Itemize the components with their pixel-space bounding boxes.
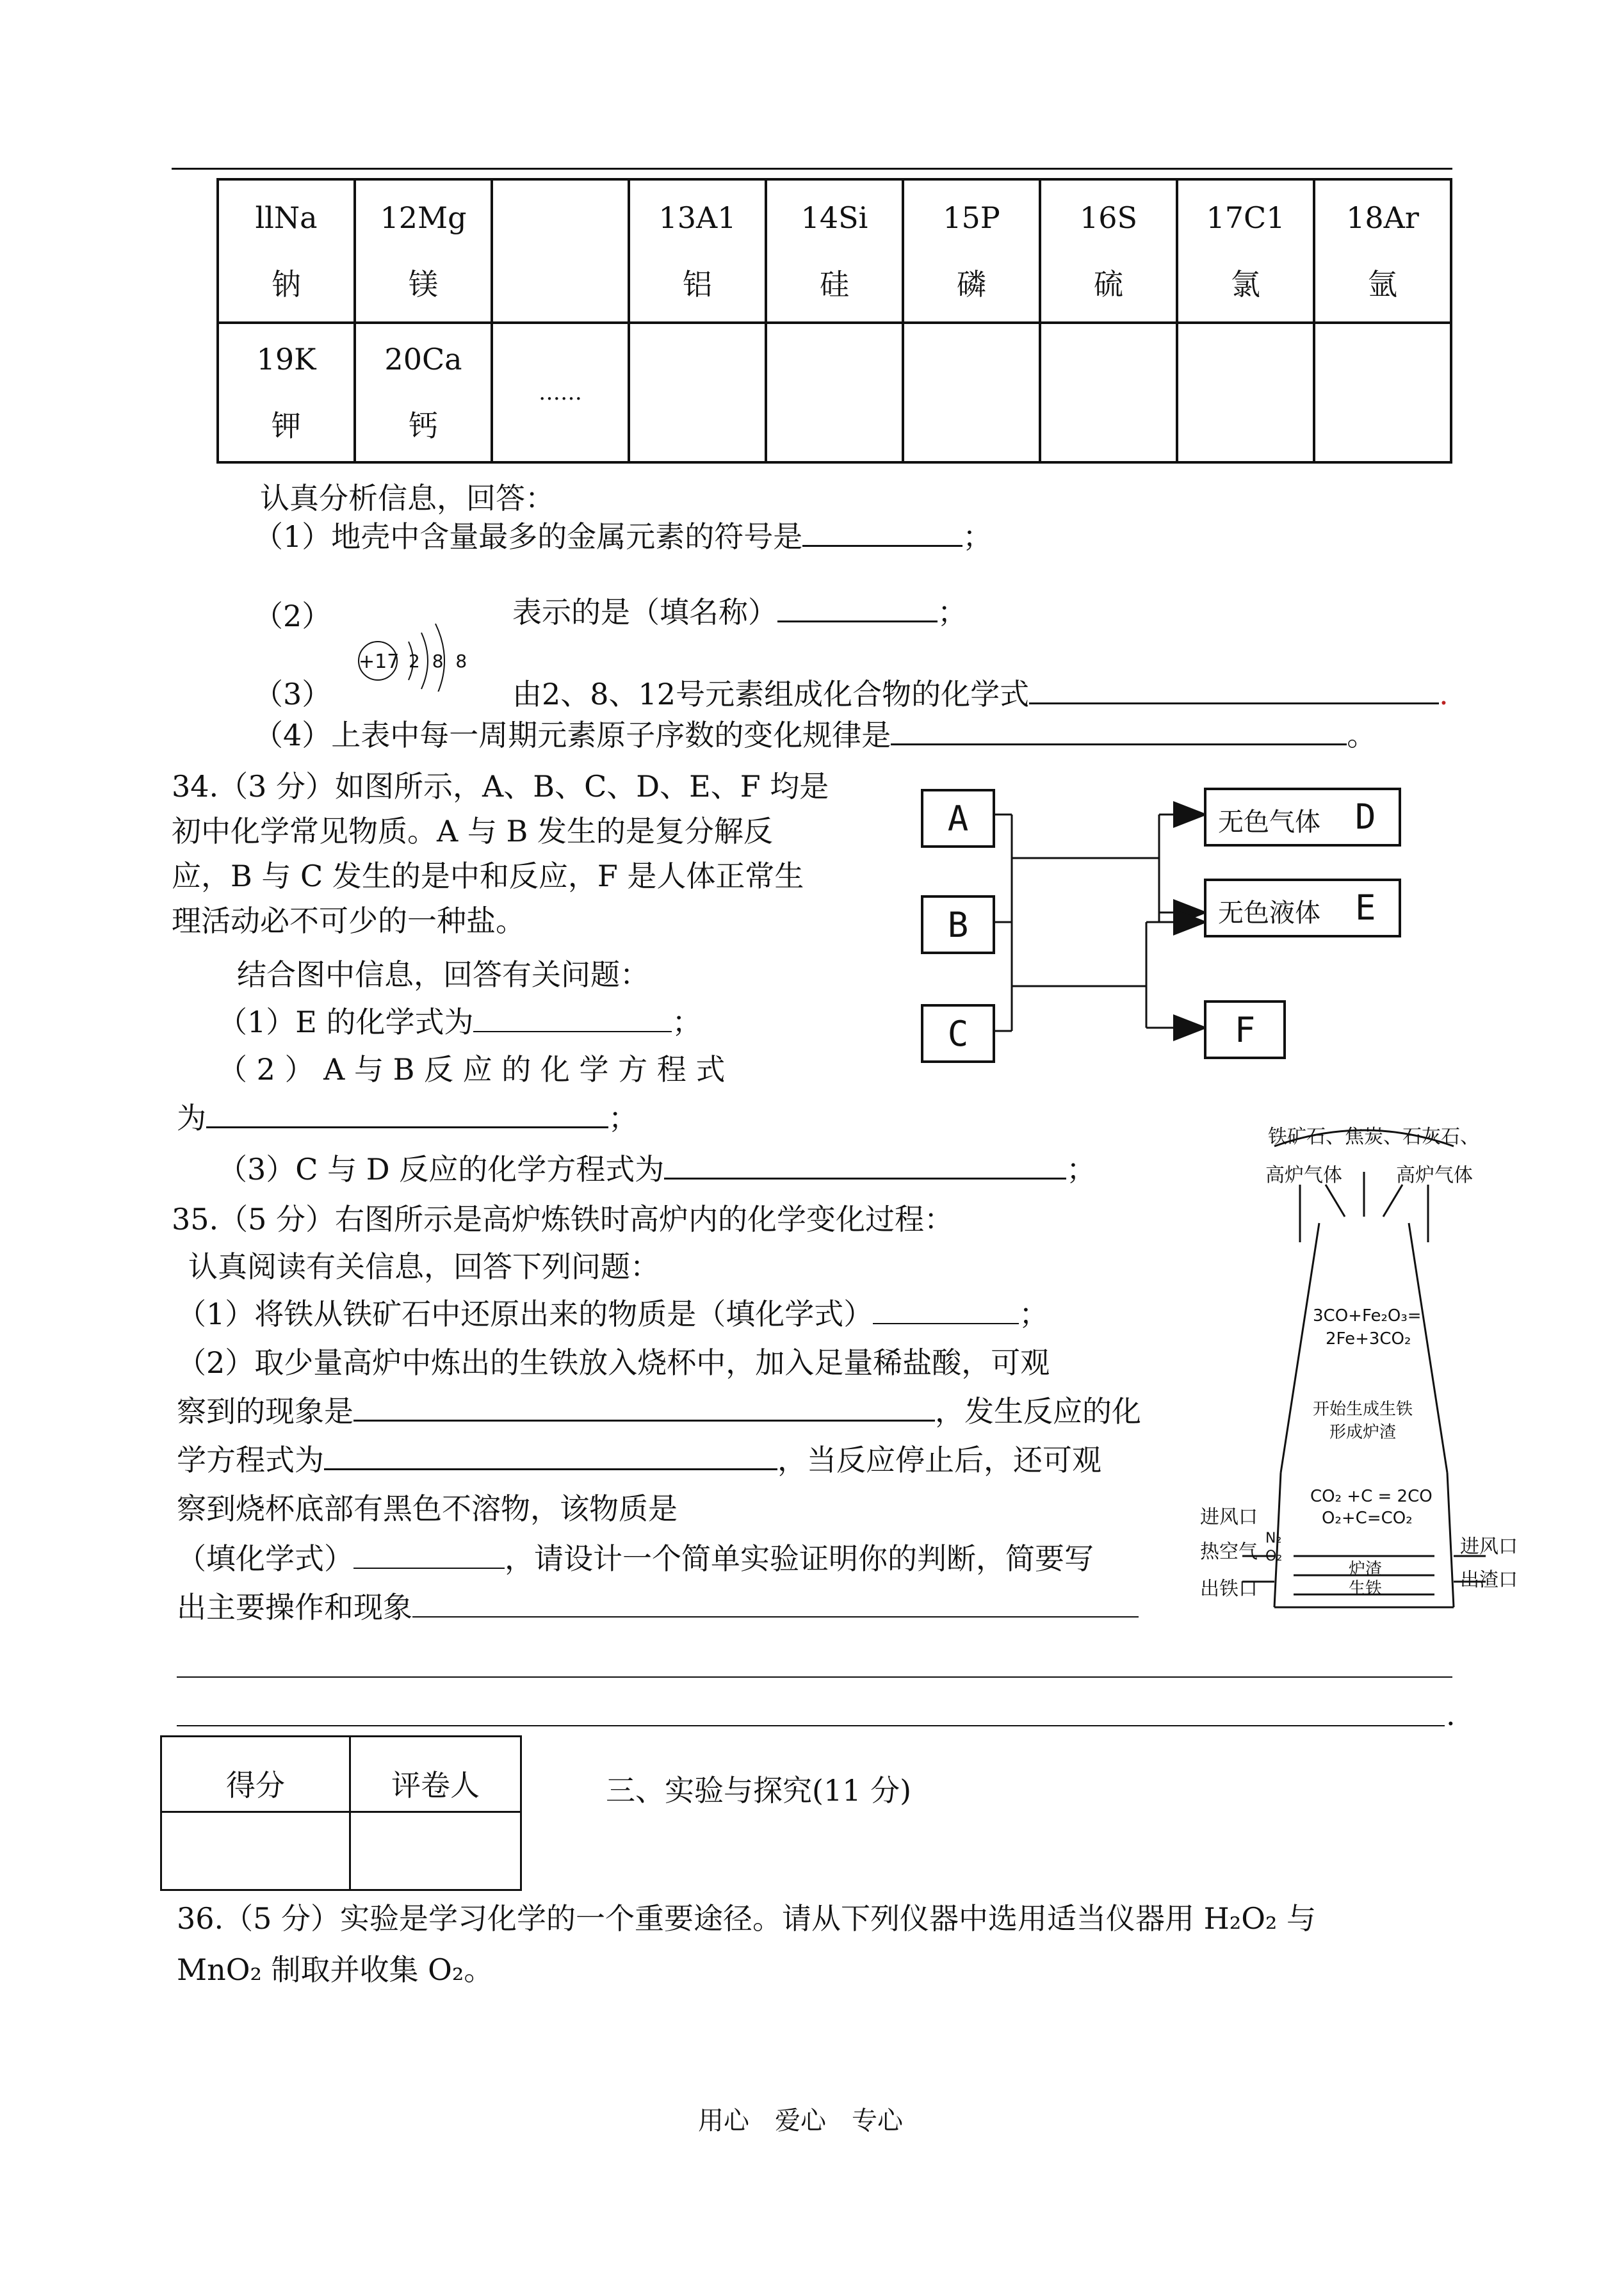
q34-line1: 34.（3 分）如图所示，A、B、C、D、E、F 均是	[172, 769, 829, 804]
furnace-iron-out: 出铁口	[1200, 1578, 1258, 1600]
q33-part1-end: ；	[962, 519, 993, 554]
answer-blank[interactable]	[802, 519, 962, 547]
table-cell	[1040, 323, 1177, 462]
node-d	[1204, 788, 1401, 847]
table-cell: 18Ar 氩	[1314, 179, 1451, 323]
table-cell	[492, 179, 629, 323]
score-header: 得分	[161, 1737, 350, 1812]
answer-blank[interactable]	[777, 595, 938, 622]
q34-line4: 理活动必不可少的一种盐。	[172, 904, 525, 938]
blast-furnace-diagram	[1200, 1114, 1537, 1614]
table-cell: 13A1 铝	[629, 179, 766, 323]
atom-nucleus: +17	[359, 651, 400, 673]
table-cell	[1177, 323, 1314, 462]
q35-part1-end: ；	[1019, 1297, 1049, 1331]
table-cell: 19K 钾	[218, 323, 355, 462]
q34-part3-text: （3）C 与 D 反应的化学方程式为	[218, 1152, 665, 1187]
q34-part2: （ 2 ） A 与 B 反 应 的 化 学 方 程 式	[218, 1052, 726, 1087]
node-e-letter: E	[1355, 888, 1376, 928]
q35-part2-c-text: 学方程式为	[177, 1443, 324, 1477]
q35-part2-c	[177, 1442, 1101, 1478]
furnace-iron: 生铁	[1349, 1579, 1383, 1598]
q34-part1-text: （1）E 的化学式为	[218, 1005, 474, 1039]
furnace-air-in-right: 进风口	[1460, 1536, 1518, 1558]
answer-blank[interactable]	[891, 718, 1347, 745]
node-a: A	[921, 789, 995, 848]
answer-blank[interactable]	[353, 1542, 505, 1569]
q34-part1	[218, 1004, 701, 1040]
q33-part3	[512, 676, 1449, 712]
furnace-eq1-b: 2Fe+3CO₂	[1326, 1329, 1411, 1349]
furnace-gas-right: 高炉气体	[1396, 1164, 1473, 1187]
grader-cell[interactable]	[350, 1812, 521, 1890]
q36-line1: 36.（5 分）实验是学习化学的一个重要途径。请从下列仪器中选用适当仪器用 H₂O₂ 与	[177, 1901, 1316, 1936]
furnace-stage: 开始生成生铁	[1313, 1400, 1413, 1419]
q33-part3-text: 由2、8、12号元素组成化合物的化学式	[512, 677, 1030, 711]
q36-line2: MnO₂ 制取并收集 O₂。	[177, 1952, 494, 1987]
q34-part3	[218, 1151, 1096, 1187]
node-f: F	[1204, 1000, 1286, 1059]
table-row	[218, 323, 1451, 462]
q35-part2-b	[177, 1393, 1141, 1429]
furnace-air-in-left: 进风口	[1200, 1506, 1258, 1529]
table-cell: 20Ca 钙	[355, 323, 492, 462]
q34-part2-cont-text: 为	[177, 1101, 206, 1135]
answer-blank[interactable]	[353, 1394, 935, 1422]
q34-part2-end: ；	[608, 1101, 638, 1135]
q35-line2: 认真阅读有关信息，回答下列问题：	[188, 1249, 660, 1284]
table-cell: 14Si 硅	[766, 179, 903, 323]
table-cell: llNa 钠	[218, 179, 355, 323]
table-cell	[629, 323, 766, 462]
table-cell	[903, 323, 1040, 462]
q35-part2-f-text: 出主要操作和现象	[177, 1590, 412, 1625]
q33-part1	[254, 519, 992, 555]
atom-shells: 2 8 8	[409, 651, 467, 672]
q35-part2-e-text: （填化学式）	[177, 1541, 353, 1576]
furnace-gas-left: 高炉气体	[1265, 1164, 1342, 1187]
answer-blank[interactable]	[1029, 677, 1439, 704]
q33-part2-label: （2）	[254, 599, 332, 633]
answer-blank[interactable]	[206, 1101, 608, 1128]
q35-part2-f	[177, 1589, 1139, 1625]
node-d-label: 无色气体	[1218, 807, 1320, 837]
periodic-table	[216, 178, 1452, 464]
q35-line1: 35.（5 分）右图所示是高炉炼铁时高炉内的化学变化过程：	[172, 1202, 954, 1237]
q33-part2	[512, 594, 967, 630]
q35-part2-b-text: 察到的现象是	[177, 1394, 353, 1429]
section-title: 三、实验与探究(11 分)	[606, 1773, 912, 1808]
furnace-slag: 炉渣	[1349, 1560, 1383, 1579]
q34-part3-end: ；	[1066, 1152, 1096, 1187]
q33-part1-text: （1）地壳中含量最多的金属元素的符号是	[254, 519, 803, 554]
q34-line3: 应，B 与 C 发生的是中和反应，F 是人体正常生	[172, 859, 804, 893]
score-cell[interactable]	[161, 1812, 350, 1890]
q34-part2-cont	[177, 1100, 638, 1136]
furnace-eq1: 3CO+Fe₂O₃=	[1313, 1306, 1422, 1326]
table-cell: 12Mg 镁	[355, 179, 492, 323]
node-c: C	[921, 1004, 995, 1063]
score-table	[160, 1735, 522, 1891]
q33-part2-end: ；	[938, 595, 967, 629]
q35-part1	[177, 1296, 1048, 1332]
q34-line2: 初中化学常见物质。A 与 B 发生的是复分解反	[172, 814, 773, 848]
footer-text: 用心 爱心 专心	[698, 2106, 903, 2136]
q33-part4	[254, 717, 1376, 753]
answer-line[interactable]	[177, 1676, 1452, 1678]
furnace-stage2: 形成炉渣	[1329, 1423, 1397, 1442]
furnace-eq1-a: 3CO+Fe	[1313, 1306, 1381, 1326]
q33-part4-end: 。	[1347, 718, 1377, 752]
table-cell: 15P 磷	[903, 179, 1040, 323]
furnace-slag-out: 出渣口	[1460, 1569, 1518, 1591]
furnace-hot-air: 热空气	[1200, 1541, 1258, 1563]
table-cell: 16S 硫	[1040, 179, 1177, 323]
q35-part2-d: 察到烧杯底部有黑色不溶物，该物质是	[177, 1491, 678, 1526]
top-rule	[172, 168, 1452, 170]
q35-part2-a: （2）取少量高炉中炼出的生铁放入烧杯中，加入足量稀盐酸，可观	[177, 1345, 1050, 1380]
q33-part3-end: .	[1439, 677, 1449, 711]
table-cell	[1314, 323, 1451, 462]
node-b: B	[921, 895, 995, 954]
furnace-top-label: 铁矿石、焦炭、石灰石、	[1268, 1126, 1479, 1148]
q33-part3-label: （3）	[254, 677, 332, 711]
q35-part2-c-end: ，当反应停止后，还可观	[777, 1443, 1101, 1477]
table-row	[161, 1812, 521, 1890]
table-row	[218, 179, 1451, 323]
grader-header: 评卷人	[350, 1737, 521, 1812]
answer-blank[interactable]	[473, 1005, 672, 1032]
q35-part2-b-end: ，发生反应的化	[935, 1394, 1141, 1429]
line-end-dot: .	[1446, 1698, 1456, 1732]
q33-part2-text: 表示的是（填名称）	[512, 595, 777, 629]
table-cell: ……	[492, 323, 629, 462]
q35-part2-e	[177, 1541, 1094, 1577]
answer-blank[interactable]	[324, 1443, 777, 1470]
q35-part1-text: （1）将铁从铁矿石中还原出来的物质是（填化学式）	[177, 1297, 873, 1331]
table-cell	[766, 323, 903, 462]
q34-line5: 结合图中信息，回答有关问题：	[237, 957, 649, 992]
node-e	[1204, 879, 1401, 937]
reaction-diagram	[909, 775, 1460, 1076]
table-row	[161, 1737, 521, 1812]
furnace-o2: O₂	[1265, 1548, 1283, 1564]
q35-part2-e-end: ，请设计一个简单实验证明你的判断，简要写	[505, 1541, 1094, 1576]
table-cell: 17C1 氯	[1177, 179, 1314, 323]
answer-blank[interactable]	[664, 1152, 1066, 1180]
node-e-label: 无色液体	[1218, 898, 1320, 928]
atom-diagram	[346, 596, 474, 692]
q33-part4-text: （4）上表中每一周期元素原子序数的变化规律是	[254, 718, 891, 752]
furnace-eq2: CO₂ +C = 2CO	[1310, 1487, 1433, 1506]
furnace-n2: N₂	[1265, 1530, 1282, 1546]
q34-part1-end: ；	[672, 1005, 702, 1039]
furnace-eq3: O₂+C=CO₂	[1322, 1509, 1413, 1528]
answer-blank[interactable]	[873, 1297, 1019, 1324]
answer-line[interactable]	[177, 1725, 1445, 1726]
furnace-eq1-b-text: 2Fe+3CO	[1326, 1329, 1405, 1349]
q33-intro: 认真分析信息，回答：	[260, 481, 555, 515]
node-d-letter: D	[1355, 797, 1376, 837]
answer-blank[interactable]	[412, 1591, 1139, 1618]
